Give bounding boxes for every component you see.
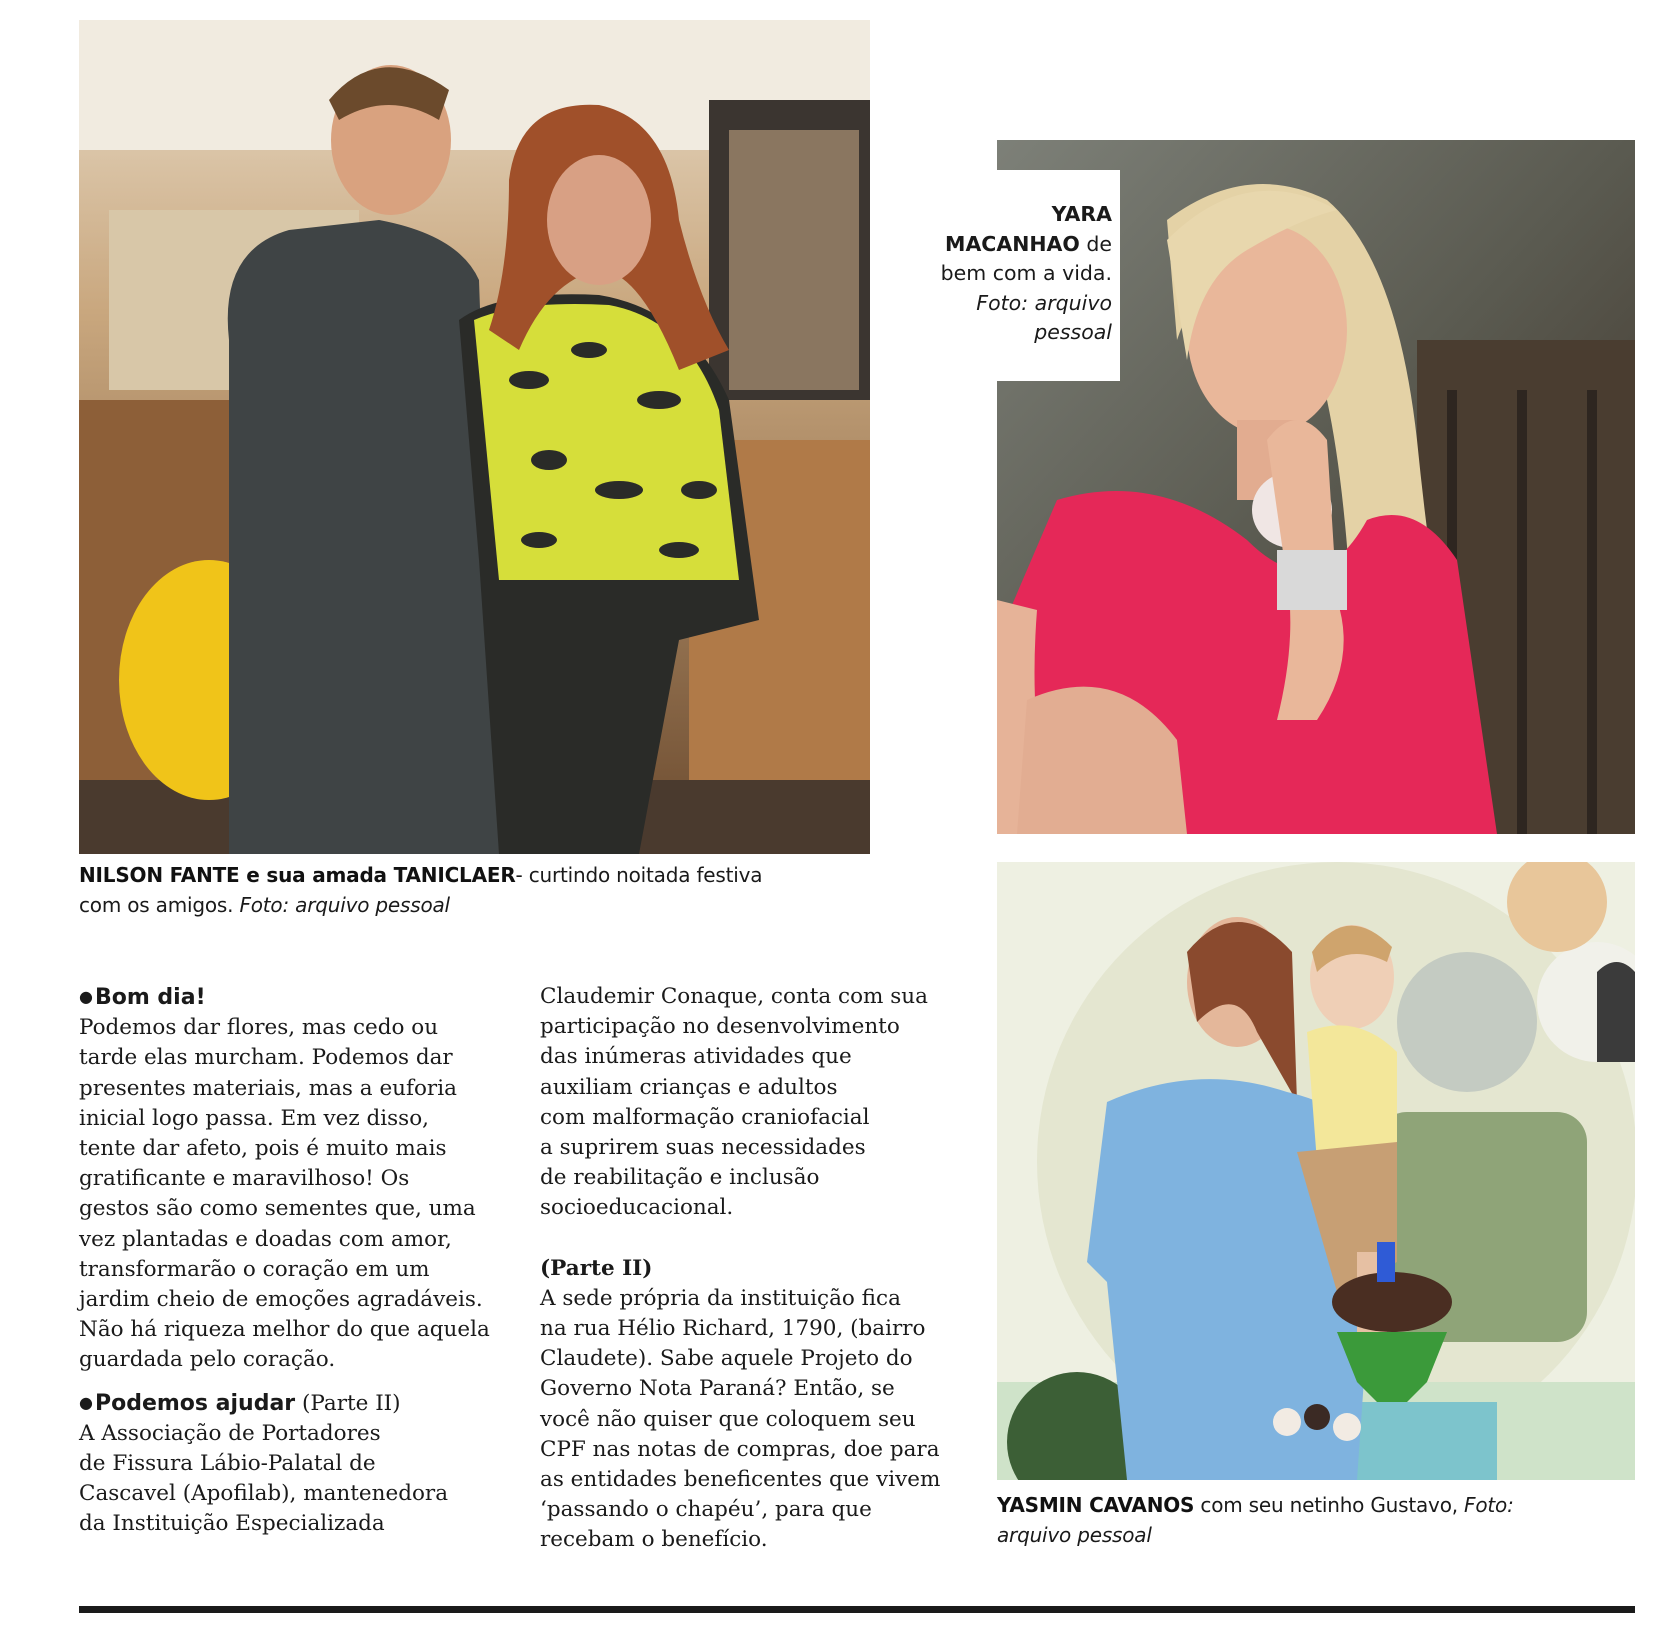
yara-name-line1: YARA	[1051, 202, 1112, 226]
yara-name-line2: MACANHAO	[945, 231, 1080, 256]
body-line: socioeducacional.	[540, 1195, 734, 1221]
couple-names: NILSON FANTE e sua amada TANICLAER	[79, 863, 516, 887]
body-line: participação no desenvolvimento	[540, 1014, 900, 1040]
body-line: tarde elas murcham. Podemos dar	[79, 1045, 453, 1071]
bullet-icon: ●	[79, 987, 93, 1006]
couple-caption	[79, 860, 879, 920]
yasmin-credit-line1: Foto:	[1464, 1493, 1514, 1517]
body-line: Não há riqueza melhor do que aquela	[79, 1317, 490, 1343]
yara-credit-line2: pessoal	[1034, 320, 1112, 344]
body-line: você não quiser que coloquem seu	[540, 1406, 916, 1432]
yara-credit-line1: Foto: arquivo	[976, 290, 1112, 315]
body-line: das inúmeras atividades que	[540, 1044, 852, 1070]
body-line: A Associação de Portadores	[79, 1420, 381, 1446]
body-line: de reabilitação e inclusão	[540, 1165, 820, 1191]
article-column-2	[540, 982, 980, 1556]
body-line: recebam o benefício.	[540, 1527, 768, 1553]
body-line: na rua Hélio Richard, 1790, (bairro	[540, 1316, 926, 1342]
yara-caption-line3: bem com a vida.	[940, 261, 1112, 285]
body-line: da Instituição Especializada	[79, 1511, 385, 1537]
section-podemos-ajudar-heading	[79, 1388, 529, 1419]
body-line: ‘passando o chapéu’, para que	[540, 1497, 872, 1523]
body-line: presentes materiais, mas a euforia	[79, 1075, 457, 1101]
yara-caption-box	[942, 170, 1120, 381]
body-line: CPF nas notas de compras, doe para	[540, 1436, 940, 1462]
body-line: transformarão o coração em um	[79, 1256, 430, 1282]
yara-caption	[932, 200, 1112, 348]
body-line: inicial logo passa. Em vez disso,	[79, 1105, 429, 1131]
yasmin-name: YASMIN CAVANOS	[997, 1493, 1195, 1517]
couple-caption-text: - curtindo noitada festiva	[515, 863, 763, 887]
body-line: gratificante e maravilhoso! Os	[79, 1166, 410, 1192]
couple-photo-credit: Foto: arquivo pessoal	[239, 893, 450, 917]
article-column-1	[79, 982, 529, 1540]
section-heading: Podemos ajudar	[94, 1390, 296, 1416]
couple-caption-line2: com os amigos.	[79, 893, 240, 917]
body-line: a suprirem suas necessidades	[540, 1135, 866, 1161]
body-line: Claudemir Conaque, conta com sua	[540, 984, 928, 1009]
body-line: as entidades beneficentes que vivem	[540, 1467, 941, 1493]
body-line: A sede própria da instituição fica	[540, 1285, 901, 1311]
body-line: tente dar afeto, pois é muito mais	[79, 1136, 447, 1162]
yasmin-photo	[997, 862, 1635, 1480]
body-line: guardada pelo coração.	[79, 1347, 336, 1373]
yasmin-credit-line2: arquivo pessoal	[997, 1523, 1152, 1547]
section-heading: Bom dia!	[94, 985, 206, 1010]
body-line: Cascavel (Apofilab), mantenedora	[79, 1481, 449, 1507]
body-line: Claudete). Sabe aquele Projeto do	[540, 1346, 913, 1372]
body-line: Podemos dar flores, mas cedo ou	[79, 1015, 439, 1041]
body-line: jardim cheio de emoções agradáveis.	[79, 1287, 483, 1313]
section-bom-dia-heading	[79, 982, 529, 1013]
section-heading-suffix: (Parte II)	[295, 1390, 401, 1416]
bullet-icon: ●	[79, 1392, 93, 1412]
bottom-rule	[79, 1606, 1635, 1613]
yasmin-caption-text: com seu netinho Gustavo,	[1194, 1493, 1465, 1517]
body-line: Governo Nota Paraná? Então, se	[540, 1376, 895, 1402]
yasmin-caption	[997, 1490, 1647, 1550]
spacer	[79, 1376, 529, 1388]
body-line: gestos são como sementes que, uma	[79, 1196, 476, 1222]
body-line: com malformação craniofacial	[540, 1104, 870, 1130]
body-line: de Fissura Lábio-Palatal de	[79, 1451, 376, 1477]
yara-caption-de: de	[1079, 231, 1112, 256]
couple-photo	[79, 20, 870, 854]
body-line: auxiliam crianças e adultos	[540, 1074, 838, 1100]
spacer	[540, 1224, 980, 1254]
parte-ii-subheading: (Parte II)	[540, 1255, 653, 1281]
body-line: vez plantadas e doadas com amor,	[79, 1226, 452, 1252]
